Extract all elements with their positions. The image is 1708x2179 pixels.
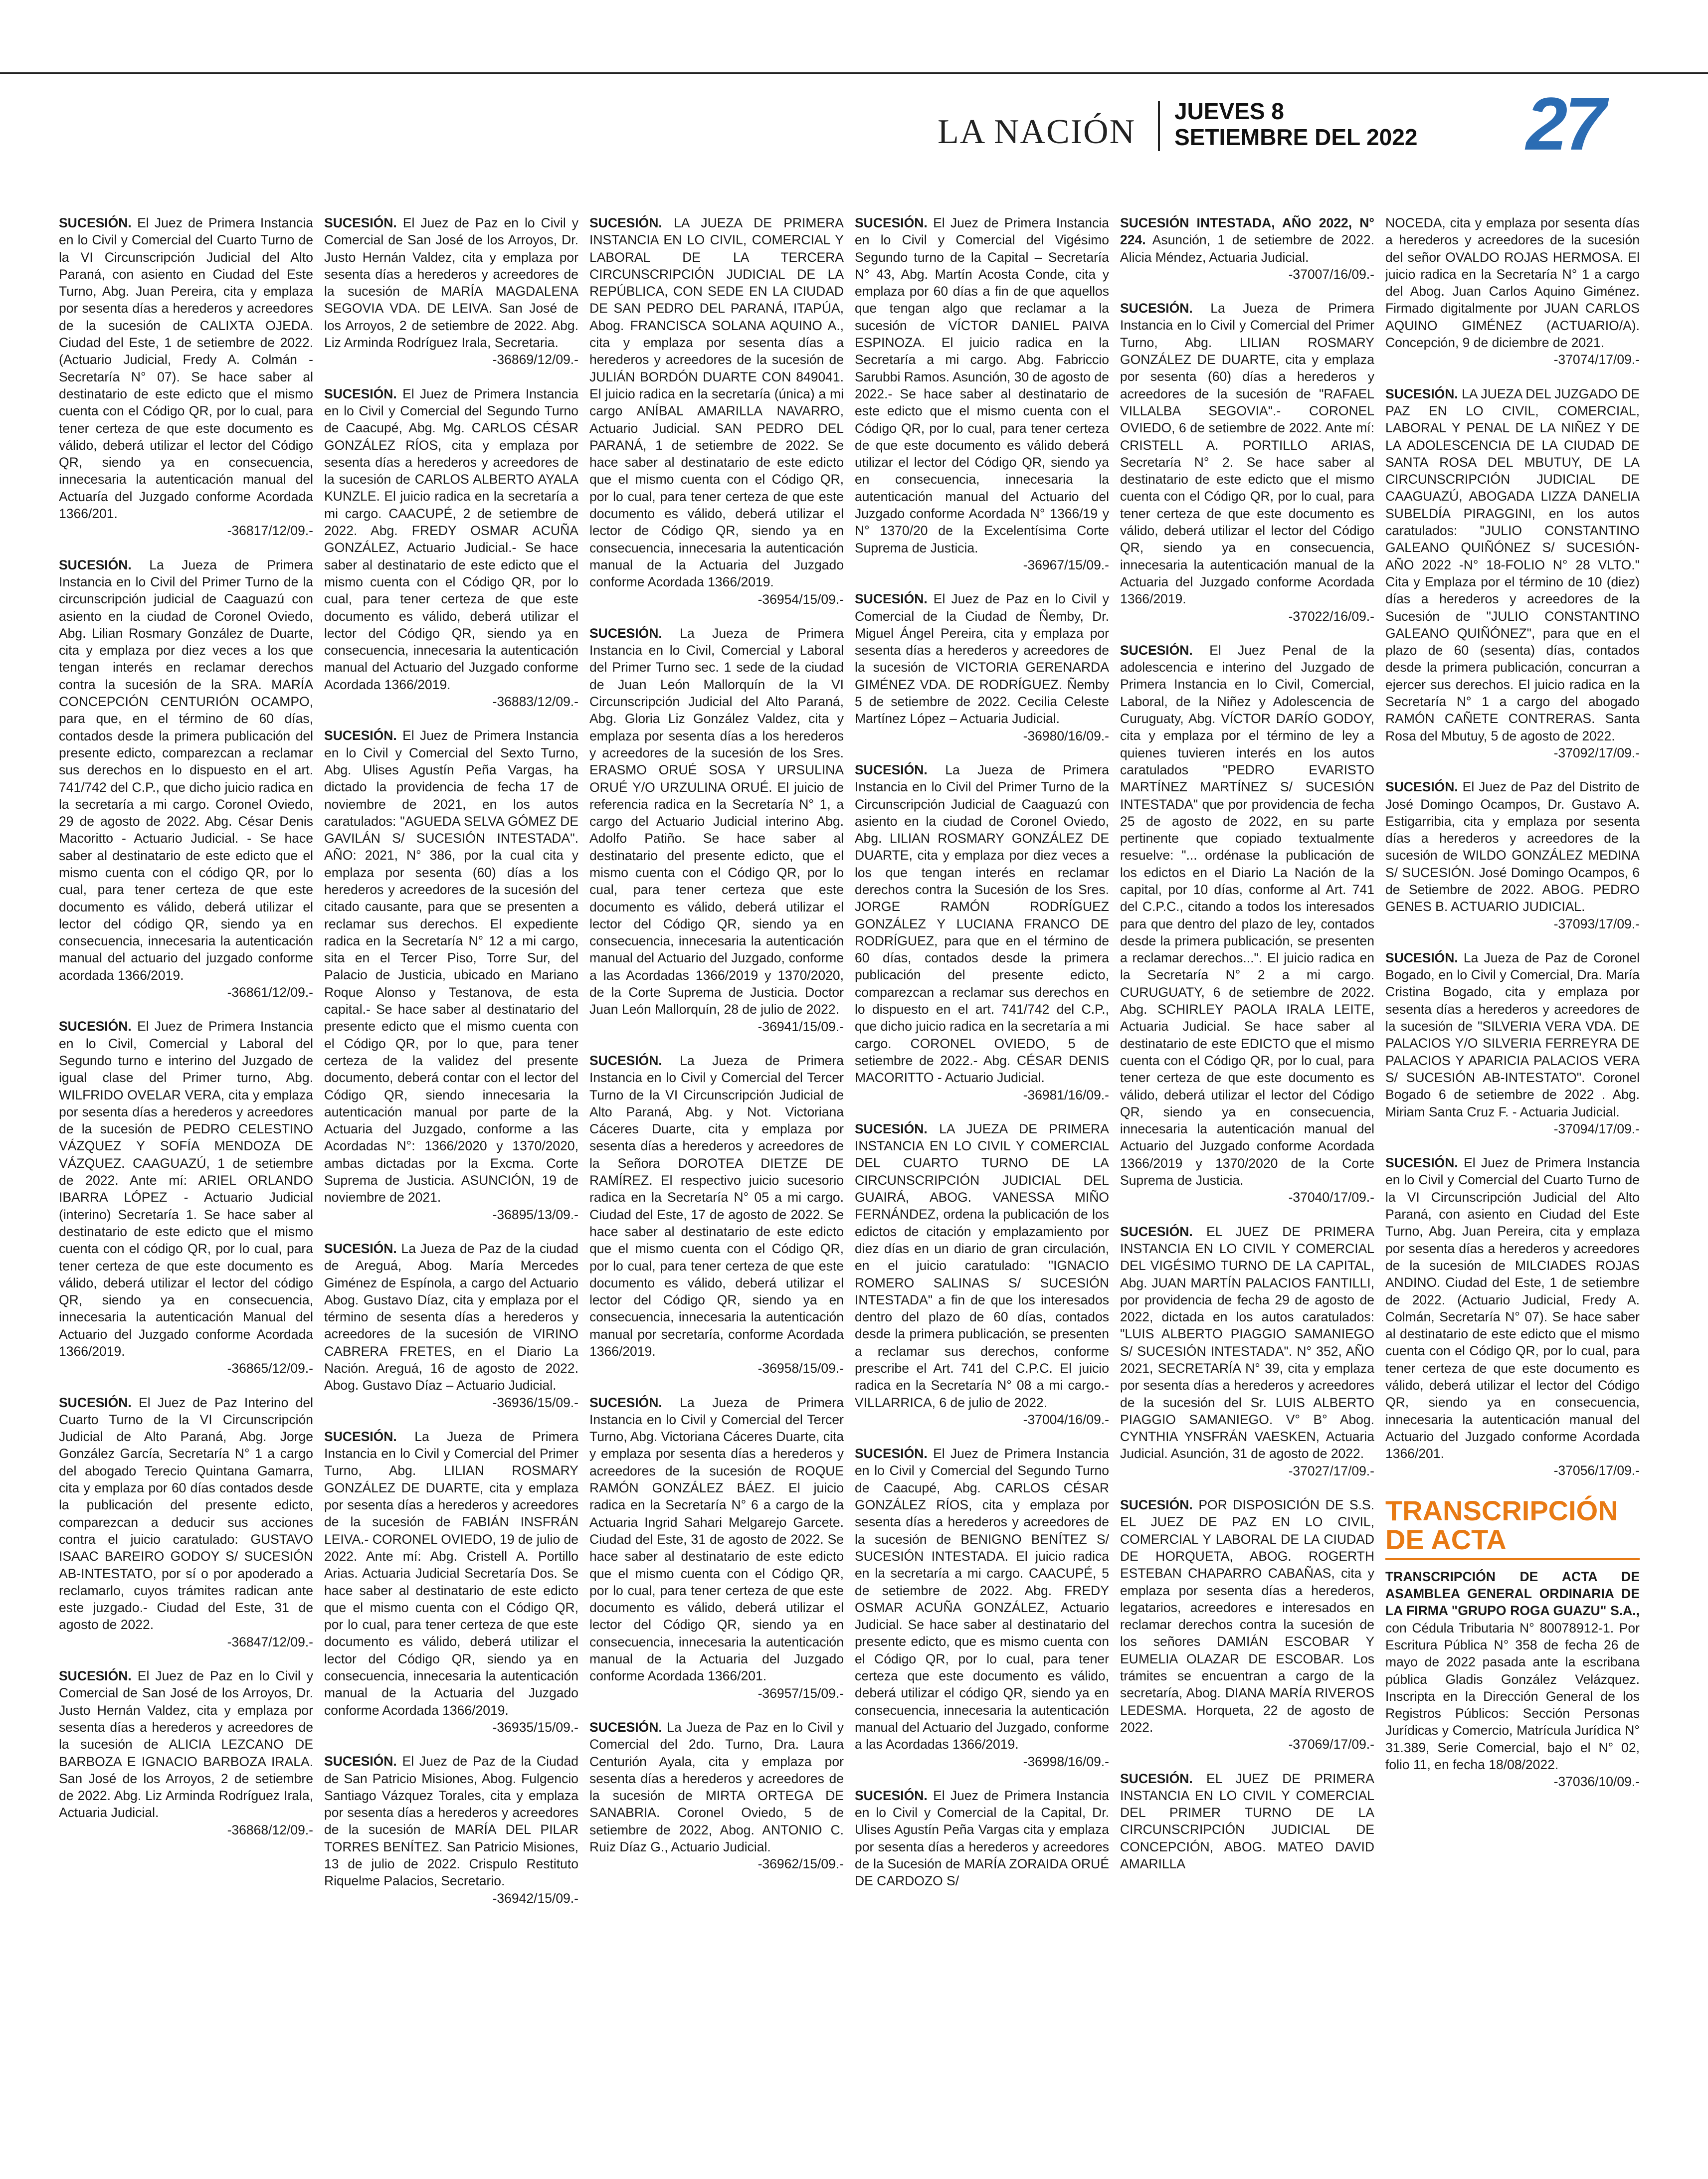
legal-notice: [59, 556, 313, 1001]
legal-notice: [324, 1753, 578, 1907]
notice-title: SUCESIÓN.: [589, 1395, 662, 1410]
section-heading: TRANSCRIPCIÓN DE ACTA: [1385, 1496, 1640, 1560]
notice-text: con Cédula Tributaria N° 80078912-1. Por Escritura Pública N° 358 de fecha 26 de mayo de 2022 pasada ante la escribana pública Gladis González Velázquez. Inscripta en la Dirección General de los Registros Públicos: Sección Personas Jurídicas y Comercio, Matrícula Jurídica N° 31.389, Serie Comercial, bajo el N° 02, folio 11, en fecha 18/08/2022.: [1385, 1620, 1640, 1773]
notice-reference: -36962/15/09.-: [758, 1856, 844, 1872]
notice-body: [59, 556, 313, 984]
notice-reference: -36954/15/09.-: [758, 591, 844, 607]
legal-notice: [1120, 1770, 1374, 1873]
notice-reference: -36869/12/09.-: [492, 352, 578, 367]
notice-reference: -37094/17/09.-: [1553, 1121, 1640, 1136]
notice-title: SUCESIÓN.: [1385, 386, 1458, 401]
issue-month-year: SETIEMBRE DEL 2022: [1174, 124, 1418, 150]
notice-body: [59, 1394, 313, 1634]
notice-title: SUCESIÓN.: [324, 215, 397, 230]
notice-title: SUCESIÓN.: [1120, 1224, 1193, 1239]
notice-body: [59, 1018, 313, 1360]
classifieds-columns: [59, 214, 1640, 2149]
notice-body: [855, 761, 1109, 1087]
notice-body: [324, 1240, 578, 1394]
legal-notice: [855, 590, 1109, 744]
notice-title: SUCESIÓN.: [324, 386, 397, 401]
notice-text: POR DISPOSICIÓN DE S.S. EL JUEZ DE PAZ EN LO CIVIL, COMERCIAL Y LABORAL DE LA CIUDAD DE HORQUETA, ABOG. ROGERTH ESTEBAN CHAPARRO CABAÑAS, cita y emplaza por sesenta días a herederos, legatarios, acreedores e interesados en reclamar derechos contra la sucesión de los señores DAMIÁN ESCOBAR Y EUMELIA OLAZAR DE ESCOBAR. Los trámites se encuentran a cargo de la secretaría, Abog. DIANA MARÍA RIVEROS LEDESMA. Horqueta, 22 de agosto de 2022.: [1120, 1497, 1374, 1735]
notice-body: [855, 1445, 1109, 1753]
legal-notice: [855, 1120, 1109, 1428]
notice-text: El Juez de Primera Instancia en lo Civil y Comercial del Segundo Turno de Caacupé, Abg. Mg. CARLOS CÉSAR GONZÁLEZ RÍOS, cita y emplaza por sesenta días a herederos y acreedores de la sucesión de CARLOS ALBERTO AYALA KUNZLE. El juicio radica en la secretaría a mi cargo. CAACUPÉ, 2 de setiembre de 2022. Abg. FREDY OSMAR ACUÑA GONZÁLEZ, Actuario Judicial.- Se hace saber al destinatario de este edicto que el mismo cuenta con el Código QR, por lo cual, para tener certeza de que este documento es válido, deberá utilizar el lector del Código QR, siendo ya en consecuencia, innecesaria la autenticación manual del Actuario del Juzgado conforme Acordada 1366/2019.: [324, 386, 578, 692]
legal-notice: [324, 385, 578, 711]
notice-body: [1120, 214, 1374, 266]
legal-notice: [1385, 949, 1640, 1137]
notice-title: SUCESIÓN.: [324, 728, 397, 743]
notice-title: SUCESIÓN.: [1385, 950, 1458, 965]
notice-reference: -37004/16/09.-: [1023, 1412, 1109, 1427]
notice-reference: -36817/12/09.-: [227, 523, 313, 539]
notice-text: El Juez de Paz en lo Civil y Comercial de San José de los Arroyos, Dr. Justo Hernán Valdez, cita y emplaza por sesenta días a herederos y acreedores de la sucesión de ALICIA LEZCANO DE BARBOZA E IGNACIO BARBOZA IRALA. San José de los Arroyos, 2 de setiembre de 2022. Abg. Liz Arminda Rodríguez Irala, Actuaria Judicial.: [59, 1668, 313, 1820]
notice-reference: -36865/12/09.-: [227, 1361, 313, 1376]
newspaper-masthead: LA NACIÓN: [938, 113, 1136, 151]
legal-notice: [59, 214, 313, 540]
notice-body: [59, 1667, 313, 1821]
notice-reference: -37007/16/09.-: [1288, 266, 1374, 282]
notice-title: TRANSCRIPCIÓN DE ACTA DE ASAMBLEA GENERAL ORDINARIA DE LA FIRMA "GRUPO ROGA GUAZU" S.A.,: [1385, 1569, 1640, 1619]
legal-notice: [324, 214, 578, 368]
notice-text: LA JUEZA DE PRIMERA INSTANCIA EN LO CIVIL, COMERCIAL Y LABORAL DE LA TERCERA CIRCUNSCRIPCIÓN JUDICIAL DE LA REPÚBLICA, CON SEDE EN LA CIUDAD DE SAN PEDRO DEL PARANÁ, ITAPÚA, Abog. FRANCISCA SOLANA AQUINO A., cita y emplaza por sesenta días a herederos y acreedores de la sucesión de JULIÁN BORDÓN DUARTE CON 849041. El juicio radica en la secretaría (única) a mi cargo ANÍBAL AMARILLA NAVARRO, Actuario Judicial. SAN PEDRO DEL PARANÁ, 1 de setiembre de 2022. Se hace saber al destinatario de este edicto que el mismo cuenta con el Código QR, por lo cual, para tener certeza de que este documento es válido, deberá utilizar el lector de Código QR, siendo ya en consecuencia, innecesaria la autenticación manual de la Actuaria del Juzgado conforme Acordada 1366/2019.: [589, 215, 844, 590]
header-divider: [1158, 101, 1160, 151]
notice-text: La Jueza de Primera Instancia en lo Civil del Primer Turno de la circunscripción judicial de Caaguazú con asiento en la ciudad de Coronel Oviedo, Abg. Lilian Rosmary González de Duarte, cita y emplaza por diez veces a los que tengan interés en reclamar derechos contra la sucesión de la SRA. MARÍA CONCEPCIÓN CENTURIÓN OCAMPO, para que, en el término de 60 días, contados desde la primera publicación del presente edicto, comparezcan a reclamar sus derechos en lo dispuesto en el art. 741/742 del C.P., que dicho juicio radica en la secretaría a mi cargo. Coronel Oviedo, 29 de agosto de 2022. Abg. César Denis Macoritto - Actuario Judicial. - Se hace saber al destinatario de este edicto que el mismo cuenta con el código QR, por lo cual, para tener certeza de que este documento es válido, deberá utilizar el lector del código QR, siendo ya en consecuencia, innecesaria la autenticación manual del actuario del juzgado conforme acordada 1366/2019.: [59, 557, 313, 983]
legal-notice: [59, 1018, 313, 1377]
notice-text: El Juez de Primera Instancia en lo Civil y Comercial del Cuarto Turno de la VI Circunscripción Judicial del Alto Paraná, con asiento en Ciudad del Este Turno, Abg. Juan Pereira, cita y emplaza por sesenta días a herederos y acreedores de la sucesión de MILCIADES ROJAS ANDINO. Ciudad del Este, 1 de setiembre de 2022. (Actuario Judicial, Fredy A. Colmán, Secretaría N° 07). Se hace saber al destinatario de este edicto que el mismo cuenta con el Código QR, por lo cual, para tener certeza de que este documento es válido, deberá utilizar el lector del Código QR, siendo ya en consecuencia, innecesaria la autenticación manual del Actuario del Juzgado conforme Acordada 1366/201.: [1385, 1155, 1640, 1461]
notice-title: SUCESIÓN.: [59, 1019, 132, 1034]
legal-notice: [589, 1052, 844, 1377]
notice-reference: -36936/15/09.-: [492, 1395, 578, 1410]
column-5: [1120, 214, 1374, 2149]
notice-title: SUCESIÓN.: [589, 1719, 662, 1735]
notice-reference: -36868/12/09.-: [227, 1822, 313, 1837]
legal-notice: [324, 1428, 578, 1736]
notice-title: SUCESIÓN.: [59, 557, 132, 572]
notice-body: [1385, 949, 1640, 1120]
notice-body: [1120, 1496, 1374, 1736]
notice-title: SUCESIÓN.: [324, 1241, 397, 1256]
notice-reference: -37040/17/09.-: [1288, 1190, 1374, 1205]
notice-title: SUCESIÓN.: [1120, 1497, 1193, 1513]
notice-title: SUCESIÓN.: [855, 591, 928, 607]
notice-title: SUCESIÓN.: [324, 1754, 397, 1769]
notice-body: [1385, 385, 1640, 744]
notice-reference: -36967/15/09.-: [1023, 557, 1109, 572]
notice-body: [59, 214, 313, 522]
notice-text: La Jueza de Primera Instancia en lo Civil y Comercial del Primer Turno, Abg. LILIAN ROSMARY GONZÁLEZ DE DUARTE, cita y emplaza por sesenta días a herederos y acreedores de la sucesión de FABIÁN INSFRÁN LEIVA.- CORONEL OVIEDO, 19 de julio de 2022. Ante mí: Abg. Cristell A. Portillo Arias. Actuaria Judicial Secretaría Dos. Se hace saber al destinatario de este edicto que el mismo cuenta con el Código QR, por lo cual, para tener certeza de que este documento es válido, deberá utilizar el lector del Código QR, siendo ya en consecuencia, innecesaria la autenticación manual de la Actuaria del Juzgado conforme Acordada 1366/2019.: [324, 1429, 578, 1718]
notice-body: [324, 1428, 578, 1719]
legal-notice: [1385, 214, 1640, 368]
notice-text: La Jueza de Primera Instancia en lo Civil y Comercial del Tercer Turno de la VI Circunscripción Judicial de Alto Paraná, Abg. y Not. Victoriana Cáceres Duarte, cita y emplaza por sesenta días a herederos y acreedores de la Señora DOROTEA DIETZE DE RAMÍREZ. El respectivo juicio sucesorio radica en la Secretaría N° 05 a mi cargo. Ciudad del Este, 17 de agosto de 2022. Se hace saber al destinatario de este edicto que el mismo cuenta con el Código QR, por lo cual, para tener certeza de que este documento es válido, deberá utilizar el lector del Código QR, siendo ya en consecuencia, innecesaria la autenticación manual por secretaría, conforme Acordada 1366/2019.: [589, 1053, 844, 1359]
notice-reference: -37036/10/09.-: [1553, 1774, 1640, 1790]
top-rule: [0, 72, 1708, 74]
notice-body: [324, 727, 578, 1206]
legal-notice: [1120, 642, 1374, 1206]
notice-text: Asunción, 1 de setiembre de 2022. Alicia Méndez, Actuaria Judicial.: [1120, 232, 1374, 265]
notice-body: [589, 1052, 844, 1360]
issue-date: [1174, 98, 1417, 150]
legal-notice: [59, 1667, 313, 1838]
notice-text: El Juez de Primera Instancia en lo Civil y Comercial del Vigésimo Segundo turno de la Capital – Secretaría N° 43, Abg. Martín Acosta Conde, cita y emplaza por 60 días a fin de que aquellos que tengan algo que reclamar a la sucesión de VÍCTOR DANIEL PAIVA ESPINOZA. El juicio radica en la Secretaría a mi cargo. Abg. Fabriccio Sarubbi Ramos. Asunción, 30 de agosto de 2022.- Se hace saber al destinatario de este edicto que el mismo cuenta con el Código QR, por lo cual, para tener certeza de que este documento es válido deberá utilizar el lector del Código QR, siendo ya en consecuencia, innecesaria la autenticación manual del Actuario del Juzgado conforme Acordada N° 1366/19 y N° 1370/20 de la Excelentísima Corte Suprema de Justicia.: [855, 215, 1109, 555]
notice-title: SUCESIÓN.: [1385, 1155, 1458, 1171]
notice-reference: -37022/16/09.-: [1288, 608, 1374, 624]
notice-title: SUCESIÓN.: [1120, 1771, 1193, 1786]
notice-text: EL JUEZ DE PRIMERA INSTANCIA EN LO CIVIL Y COMERCIAL DEL PRIMER TURNO DE LA CIRCUNSCRIPCIÓN JUDICIAL DE CONCEPCIÓN, ABOG. MATEO DAVID AMARILLA: [1120, 1771, 1374, 1872]
notice-reference: -37093/17/09.-: [1553, 916, 1640, 931]
notice-reference: -37069/17/09.-: [1288, 1737, 1374, 1752]
notice-reference: -37074/17/09.-: [1553, 352, 1640, 367]
legal-notice: [1385, 385, 1640, 762]
notice-text: El Juez de Paz del Distrito de José Domingo Ocampos, Dr. Gustavo A. Estigarribia, cita y emplaza por sesenta días a herederos y acreedores de la sucesión de WILDO GONZÁLEZ MEDINA S/ SUCESIÓN. José Domingo Ocampos, 6 de Setiembre de 2022. ABOG. PEDRO GENES B. ACTUARIO JUDICIAL.: [1385, 779, 1640, 914]
legal-notice: [589, 1719, 844, 1873]
notice-body: [589, 1394, 844, 1685]
notice-body: [855, 1120, 1109, 1411]
notice-title: SUCESIÓN.: [855, 1121, 928, 1136]
notice-title: SUCESIÓN.: [855, 215, 928, 230]
legal-notice: [1120, 214, 1374, 283]
notice-reference: -37027/17/09.-: [1288, 1463, 1374, 1478]
notice-title: SUCESIÓN INTESTADA, AÑO 2022, N° 224.: [1120, 215, 1374, 248]
notice-text: EL JUEZ DE PRIMERA INSTANCIA EN LO CIVIL Y COMERCIAL DEL VIGÉSIMO TURNO DE LA CAPITAL, Abg. JUAN MARTÍN PALACIOS FANTILLI, por providencia de fecha 29 de agosto de 2022, dictada en los autos caratulados: "LUIS ALBERTO PIAGGIO SAMANIEGO S/ SUCESIÓN INTESTADA". N° 352, AÑO 2021, SECRETARÍA N° 39, cita y emplaza por sesenta días a herederos y acreedores de la sucesión del Sr. LUIS ALBERTO PIAGGIO SAMANIEGO. V° B° Abog. CYNTHIA YNSFRÁN VAESKEN, Actuaria Judicial. Asunción, 31 de agosto de 2022.: [1120, 1224, 1374, 1461]
notice-title: SUCESIÓN.: [589, 1053, 662, 1068]
notice-text: El Juez de Primera Instancia en lo Civil y Comercial del Segundo Turno de Caacupé, Abg. CARLOS CÉSAR GONZÁLEZ RÍOS, cita y emplaza por sesenta días a herederos y acreedores de la sucesión de BENIGNO BENÍTEZ S/ SUCESIÓN INTESTADA. El juicio radica en la secretaría a mi cargo. CAACUPÉ, 5 de setiembre de 2022. Abg. FREDY OSMAR ACUÑA GONZÁLEZ, Actuario Judicial. Se hace saber al destinatario del presente edicto, que es mismo cuenta con el Código QR, por lo cual, para tener certeza que este documento es válido, deberá utilizar el código QR, siendo ya en consecuencia, innecesaria la autenticación manual del Actuario del Juzgado, conforme a las Acordadas 1366/2019.: [855, 1446, 1109, 1752]
notice-body: [1120, 300, 1374, 607]
notice-body: [324, 1753, 578, 1889]
notice-body: [589, 214, 844, 591]
legal-notice: [589, 214, 844, 608]
notice-text: El Juez de Paz en lo Civil y Comercial de San José de los Arroyos, Dr. Justo Hernán Valdez, cita y emplaza por sesenta días a herederos y acreedores de la sucesión de MARÍA MAGDALENA SEGOVIA VDA. DE LEIVA. San José de los Arroyos, 2 de setiembre de 2022. Abg. Liz Arminda Rodríguez Irala, Secretaria.: [324, 215, 578, 351]
legal-notice: [855, 761, 1109, 1103]
notice-reference: -36958/15/09.-: [758, 1361, 844, 1376]
notice-text: El Juez de Primera Instancia en lo Civil y Comercial del Sexto Turno, Abg. Ulises Agustín Peña Vargas, ha dictado la providencia de fecha 17 de noviembre de 2021, en los autos caratulados: "AGUEDA SELVA GÓMEZ DE GAVILÁN S/ SUCESIÓN INTESTADA". AÑO: 2021, N° 386, por la cual cita y emplaza por sesenta (60) días a los herederos y acreedores de la sucesión del citado causante, para que se presenten a reclamar sus derechos. El expediente radica en la Secretaría N° 12 a mi cargo, sita en el Tercer Piso, Torre Sur, del Palacio de Justicia, ubicado en Mariano Roque Alonso y Testanova, de esta capital.- Se hace saber al destinatario del presente edicto que el mismo cuenta con el Código QR, por lo que, para tener certeza de la validez del presente documento, deberá contar con el lector del Código QR, siendo innecesaria la autenticación manual por parte de la Actuaria del Juzgado, conforme a las Acordadas N°: 1366/2020 y 1370/2020, ambas dictadas por la Excma. Corte Suprema de Justicia. ASUNCIÓN, 19 de noviembre de 2021.: [324, 728, 578, 1205]
notice-reference: -36895/13/09.-: [492, 1207, 578, 1222]
notice-title: SUCESIÓN.: [855, 762, 928, 777]
notice-body: [1120, 1223, 1374, 1462]
notice-text: NOCEDA, cita y emplaza por sesenta días a herederos y acreedores de la sucesión del señor OVALDO ROJAS HERMOSA. El juicio radica en la Secretaría N° 1 a cargo del Abog. Juan Carlos Aquino Giménez. Firmado digitalmente por JUAN CARLOS AQUINO GIMÉNEZ (ACTUARIO/A). Concepción, 9 de diciembre de 2021.: [1385, 215, 1640, 351]
notice-title: SUCESIÓN.: [855, 1788, 928, 1803]
notice-reference: -36861/12/09.-: [227, 985, 313, 1000]
notice-title: SUCESIÓN.: [855, 1446, 928, 1461]
notice-reference: -36883/12/09.-: [492, 694, 578, 710]
notice-reference: -36981/16/09.-: [1023, 1087, 1109, 1102]
notice-body: [1385, 1568, 1640, 1774]
column-6: [1385, 214, 1640, 2149]
notice-text: La Jueza de Primera Instancia en lo Civil, Comercial y Laboral del Primer Turno sec. 1 sede de la ciudad de Juan León Mallorquín de la VI Circunscripción Judicial del Alto Paraná, Abg. Gloria Liz González Valdez, cita y emplaza por sesenta días a los herederos y acreedores de la sucesión de los Sres. ERASMO ORUÉ SOSA Y URSULINA ORUÉ Y/O URZULINA ORUÉ. El juicio de referencia radica en la Secretaría N° 1, a cargo del Actuario Judicial interino Abg. Adolfo Patiño. Se hace saber al destinatario del presente edicto, que el mismo cuenta con el Código QR, por lo cual, para tener certeza que este documento es válido, deberá utilizar el lector del Código QR, siendo ya en consecuencia, innecesaria la autenticación manual del Actuario del Juzgado, conforme a las Acordadas 1366/2019 y 1370/2020, de la Corte Suprema de Justicia. Doctor Juan León Mallorquín, 28 de julio de 2022.: [589, 625, 844, 1017]
notice-reference: -36957/15/09.-: [758, 1685, 844, 1701]
notice-text: El Juez de Paz en lo Civil y Comercial de la Ciudad de Ñemby, Dr. Miguel Ángel Pereira, cita y emplaza por sesenta días a herederos y acreedores de la sucesión de VICTORIA GERENARDA GIMÉNEZ VDA. DE RODRÍGUEZ. Ñemby 5 de setiembre de 2022. Cecilia Celeste Martínez López – Actuaria Judicial.: [855, 591, 1109, 726]
legal-notice: [855, 1787, 1109, 1890]
legal-notice: [589, 625, 844, 1035]
notice-text: La Jueza de Paz en lo Civil y Comercial del 2do. Turno, Dra. Laura Centurión Ayala, cita y emplaza por sesenta días a herederos y acreedores de la sucesión de MIRTA ORTEGA DE SANABRIA. Coronel Oviedo, 5 de setiembre de 2022, Abog. ANTONIO C. Ruiz Díaz G., Actuario Judicial.: [589, 1719, 844, 1855]
notice-reference: -36847/12/09.-: [227, 1634, 313, 1649]
notice-body: [324, 214, 578, 351]
notice-reference: -36935/15/09.-: [492, 1719, 578, 1735]
legal-notice: [1385, 1568, 1640, 1791]
issue-day: JUEVES 8: [1174, 98, 1284, 124]
notice-reference: -36941/15/09.-: [758, 1019, 844, 1034]
legal-notice: [1385, 1154, 1640, 1479]
notice-body: [1120, 1770, 1374, 1873]
notice-reference: -36998/16/09.-: [1023, 1754, 1109, 1769]
notice-title: SUCESIÓN.: [324, 1429, 397, 1444]
notice-title: SUCESIÓN.: [59, 1395, 132, 1410]
legal-notice: [855, 214, 1109, 573]
notice-text: LA JUEZA DEL JUZGADO DE PAZ EN LO CIVIL, COMERCIAL, LABORAL Y PENAL DE LA NIÑEZ Y DE LA ADOLESCENCIA DE LA CIUDAD DE SANTA ROSA DEL MBUTUY, DE LA CIRCUNSCRIPCIÓN JUDICIAL DE CAAGUAZÚ, ABOGADA LIZZA DANELIA SUBELDÍA PIRAGGINI, en los autos caratulados: "JULIO CONSTANTINO GALEANO QUIÑÓNEZ S/ SUCESIÓN-AÑO 2022 -N° 18-FOLIO N° 28 VLTO." Cita y Emplaza por el término de 10 (diez) días a herederos y acreedores de la Sucesión de "JULIO CONSTANTINO GALEANO QUIÑÓNEZ", para que en el plazo de 60 (sesenta) días, contados desde la primera publicación, concurran a ejercer sus derechos. El juicio radica en la Secretaría N° 1 a cargo del abogado RAMÓN CAÑETE CONTRERAS. Santa Rosa del Mbutuy, 5 de agosto de 2022.: [1385, 386, 1640, 743]
legal-notice: [855, 1445, 1109, 1770]
notice-title: SUCESIÓN.: [1120, 301, 1193, 316]
notice-text: La Jueza de Paz de Coronel Bogado, en lo Civil y Comercial, Dra. María Cristina Bogado, cita y emplaza por sesenta días a herederos y acreedores de la sucesión de "SILVERIA VERA VDA. DE PALACIOS Y/O SILVERIA FERREYRA DE PALACIOS Y APARICIA PALACIOS VERA S/ SUCESIÓN AB-INTESTATO". Coronel Bogado 6 de setiembre de 2022 . Abg. Miriam Santa Cruz F. - Actuaria Judicial.: [1385, 950, 1640, 1119]
notice-reference: -36980/16/09.-: [1023, 728, 1109, 743]
notice-text: El Juez de Paz de la Ciudad de San Patricio Misiones, Abog. Fulgencio Santiago Vázquez Torales, cita y emplaza por sesenta días a herederos y acreedores de la sucesión de MARÍA DEL PILAR TORRES BENÍTEZ. San Patricio Misiones, 13 de julio de 2022. Crispulo Restituto Riquelme Palacios, Secretario.: [324, 1754, 578, 1889]
legal-notice: [1120, 1223, 1374, 1479]
notice-reference: -37092/17/09.-: [1553, 745, 1640, 760]
notice-text: El Juez de Primera Instancia en lo Civil y Comercial de la Capital, Dr. Ulises Agustín Peña Vargas cita y emplaza por sesenta días a herederos y acreedores de la Sucesión de MARÍA ZORAIDA ORUÉ DE CARDOZO S/: [855, 1788, 1109, 1889]
notice-body: [1385, 778, 1640, 915]
notice-text: El Juez de Primera Instancia en lo Civil, Comercial y Laboral del Segundo turno e interino del Juzgado de igual clase del Primer turno, Abg. WILFRIDO OVELAR VERA, cita y emplaza por sesenta días a herederos y acreedores de la sucesión de PEDRO CELESTINO VÁZQUEZ Y SOFÍA MENDOZA DE VÁZQUEZ. CAAGUAZÚ, 1 de setiembre de 2022. Ante mí: ARIEL ORLANDO IBARRA LÓPEZ - Actuario Judicial (interino) Secretaría 1. Se hace saber al destinatario de este edicto que el mismo cuenta con el código QR, por lo cual, para tener certeza de que este documento es válido, deberá utilizar el lector del código QR, siendo ya en consecuencia, innecesaria la autenticación Manual del Actuario del Juzgado conforme Acordada 1366/2019.: [59, 1019, 313, 1359]
legal-notice: [589, 1394, 844, 1702]
notice-text: La Jueza de Primera Instancia en lo Civil y Comercial del Tercer Turno, Abg. Victoriana Cáceres Duarte, cita y emplaza por sesenta días a herederos y acreedores de la sucesión de ROQUE RAMÓN GONZÁLEZ BÁEZ. El juicio radica en la Secretaría N° 6 a cargo de la Actuaria Ingrid Sahari Melgarejo Garcete. Ciudad del Este, 31 de agosto de 2022. Se hace saber al destinatario de este edicto que el mismo cuenta con el Código QR, por lo cual, para tener certeza de que este documento es válido, deberá utilizar el lector del Código QR, siendo ya en consecuencia, innecesaria la autenticación manual de la Actuaria del Juzgado conforme Acordada 1366/201.: [589, 1395, 844, 1684]
notice-body: [324, 385, 578, 693]
notice-text: El Juez Penal de la adolescencia e interino del Juzgado de Primera Instancia en lo Civil, Comercial, Laboral, de la Niñez y Adolescencia de Curuguaty, Abg. VÍCTOR DARÍO GODOY, cita y emplaza por el término de ley a quienes tuvieren interés en los autos caratulados "PEDRO EVARISTO MARTÍNEZ MARTÍNEZ S/ SUCESIÓN INTESTADA" que por providencia de fecha 25 de agosto de 2022, en su parte pertinente que copiado textualmente resuelve: "... ordénase la publicación de los edictos en el Diario La Nación de la capital, por 10 días, conforme al Art. 741 del C.P.C., citando a todos los interesados para que dentro del plazo de ley, contados desde la primera publicación, se presenten a reclamar derechos...". El juicio radica en la Secretaría N° 2 a mi cargo. CURUGUATY, 6 de setiembre de 2022. Abg. SCHIRLEY PAOLA IRALA LEITE, Actuaria Judicial. Se hace saber al destinatario de este EDICTO que el mismo cuenta con el Código QR, por lo cual, para tener certeza de que este documento es válido, deberá utilizar el lector del Código QR, siendo ya en consecuencia, innecesaria la autenticación manual del Actuario del Juzgado conforme Acordada 1366/2019 y 1370/2020 de la Corte Suprema de Justicia.: [1120, 642, 1374, 1188]
notice-title: SUCESIÓN.: [59, 1668, 132, 1684]
page-header: [938, 82, 1686, 166]
notice-title: SUCESIÓN.: [589, 215, 662, 230]
notice-text: La Jueza de Paz de la ciudad de Areguá, Abog. María Mercedes Giménez de Espínola, a cargo del Actuario Abog. Gustavo Díaz, cita y emplaza por el término de sesenta días a herederos y acreedores de la sucesión de VIRINO CABRERA FRETES, en el Diario La Nación. Areguá, 16 de agosto de 2022. Abog. Gustavo Díaz – Actuario Judicial.: [324, 1241, 578, 1393]
notice-body: [589, 625, 844, 1018]
notice-body: [589, 1719, 844, 1855]
notice-title: SUCESIÓN.: [1120, 642, 1193, 658]
notice-body: [1385, 1154, 1640, 1462]
notice-body: [855, 214, 1109, 556]
notice-text: El Juez de Paz Interino del Cuarto Turno de la VI Circunscripción Judicial de Alto Paraná, Abg. Jorge González García, Secretaría N° 1 a cargo del abogado Terecio Quintana Gamarra, cita y emplaza por 60 días contados desde la publicación del presente edicto, comparezcan a deducir sus acciones contra el juicio caratulado: GUSTAVO ISAAC BAREIRO GODOY S/ SUCESIÓN AB-INTESTATO, por sí o por apoderado a reclamarlo, cuyos trámites radican ante este juzgado.- Ciudad del Este, 31 de agosto de 2022.: [59, 1395, 313, 1633]
column-2: [324, 214, 578, 2149]
column-4: [855, 214, 1109, 2149]
column-1: [59, 214, 313, 2149]
legal-notice: [324, 1240, 578, 1411]
notice-title: SUCESIÓN.: [1385, 779, 1458, 795]
notice-title: SUCESIÓN.: [59, 215, 132, 230]
legal-notice: [324, 727, 578, 1223]
notice-body: [1385, 214, 1640, 351]
legal-notice: [1120, 1496, 1374, 1753]
notice-text: El Juez de Primera Instancia en lo Civil y Comercial del Cuarto Turno de la VI Circunscripción Judicial del Alto Paraná, con asiento en Ciudad del Este Turno, Abg. Juan Pereira, cita y emplaza por sesenta días a herederos y acreedores de la sucesión de CALIXTA OJEDA. Ciudad del Este, 1 de setiembre de 2022. (Actuario Judicial, Fredy A. Colmán - Secretaría N° 07). Se hace saber al destinatario de este edicto que el mismo cuenta con el Código QR, por lo cual, para tener certeza de que este documento es válido, deberá utilizar el lector del Código QR, siendo ya en consecuencia, innecesaria la autenticación manual del Actuaría del Juzgado conforme Acordada 1366/201.: [59, 215, 313, 522]
legal-notice: [1120, 300, 1374, 625]
column-3: [589, 214, 844, 2149]
notice-text: La Jueza de Primera Instancia en lo Civil del Primer Turno de la Circunscripción Judicial de Caaguazú con asiento en la ciudad de Coronel Oviedo, Abg. LILIAN ROSMARY GONZÁLEZ DE DUARTE, cita y emplaza por diez veces a los que tengan interés en reclamar derechos contra la Sucesión de los Sres. JORGE RAMÓN RODRÍGUEZ GONZÁLEZ Y LUCIANA FRANCO DE RODRÍGUEZ, para que en el término de 60 días, contados desde la primera publicación del presente edicto, comparezcan a reclamar sus derechos en lo dispuesto en el art. 741/742 del C.P., que dicho juicio radica en la secretaría a mi cargo. CORONEL OVIEDO, 5 de setiembre de 2022.- Abg. CÉSAR DENIS MACORITTO - Actuario Judicial.: [855, 762, 1109, 1086]
notice-text: La Jueza de Primera Instancia en lo Civil y Comercial del Primer Turno, Abg. LILIAN ROSMARY GONZÁLEZ DE DUARTE, cita y emplaza por sesenta (60) días a herederos y acreedores de la sucesión de "RAFAEL VILLALBA SEGOVIA".- CORONEL OVIEDO, 6 de setiembre de 2022. Ante mí: CRISTELL A. PORTILLO ARIAS, Secretaría N° 2. Se hace saber al destinatario de este edicto que el mismo cuenta con el Código QR, por lo cual, para tener certeza de que este documento es válido, deberá utilizar el lector del Código QR, siendo ya en consecuencia, innecesaria la autenticación manual de la Actuaria del Juzgado conforme Acordada 1366/2019.: [1120, 301, 1374, 607]
notice-title: SUCESIÓN.: [589, 625, 662, 641]
legal-notice: [59, 1394, 313, 1650]
legal-notice: [1385, 778, 1640, 932]
notice-body: [855, 590, 1109, 727]
notice-reference: -37056/17/09.-: [1553, 1463, 1640, 1478]
page-number: 27: [1526, 82, 1603, 166]
notice-text: LA JUEZA DE PRIMERA INSTANCIA EN LO CIVIL Y COMERCIAL DEL CUARTO TURNO DE LA CIRCUNSCRIPCIÓN JUDICIAL DEL GUAIRÁ, ABOG. VANESSA MIÑO FERNÁNDEZ, ordena la publicación de los edictos de citación y emplazamiento por diez días en un diario de gran circulación, en el juicio caratulado: "IGNACIO ROMERO SALINAS S/ SUCESIÓN INTESTADA" a fin de que los interesados dentro del plazo de 60 días, contados desde la primera publicación, se presenten a reclamar sus derechos, conforme prescribe el Art. 741 del C.P.C. El juicio radica en la Secretaría N° 08 a mi cargo.- VILLARRICA, 6 de julio de 2022.: [855, 1121, 1109, 1410]
notice-body: [1120, 642, 1374, 1189]
notice-body: [855, 1787, 1109, 1890]
notice-reference: -36942/15/09.-: [492, 1890, 578, 1906]
